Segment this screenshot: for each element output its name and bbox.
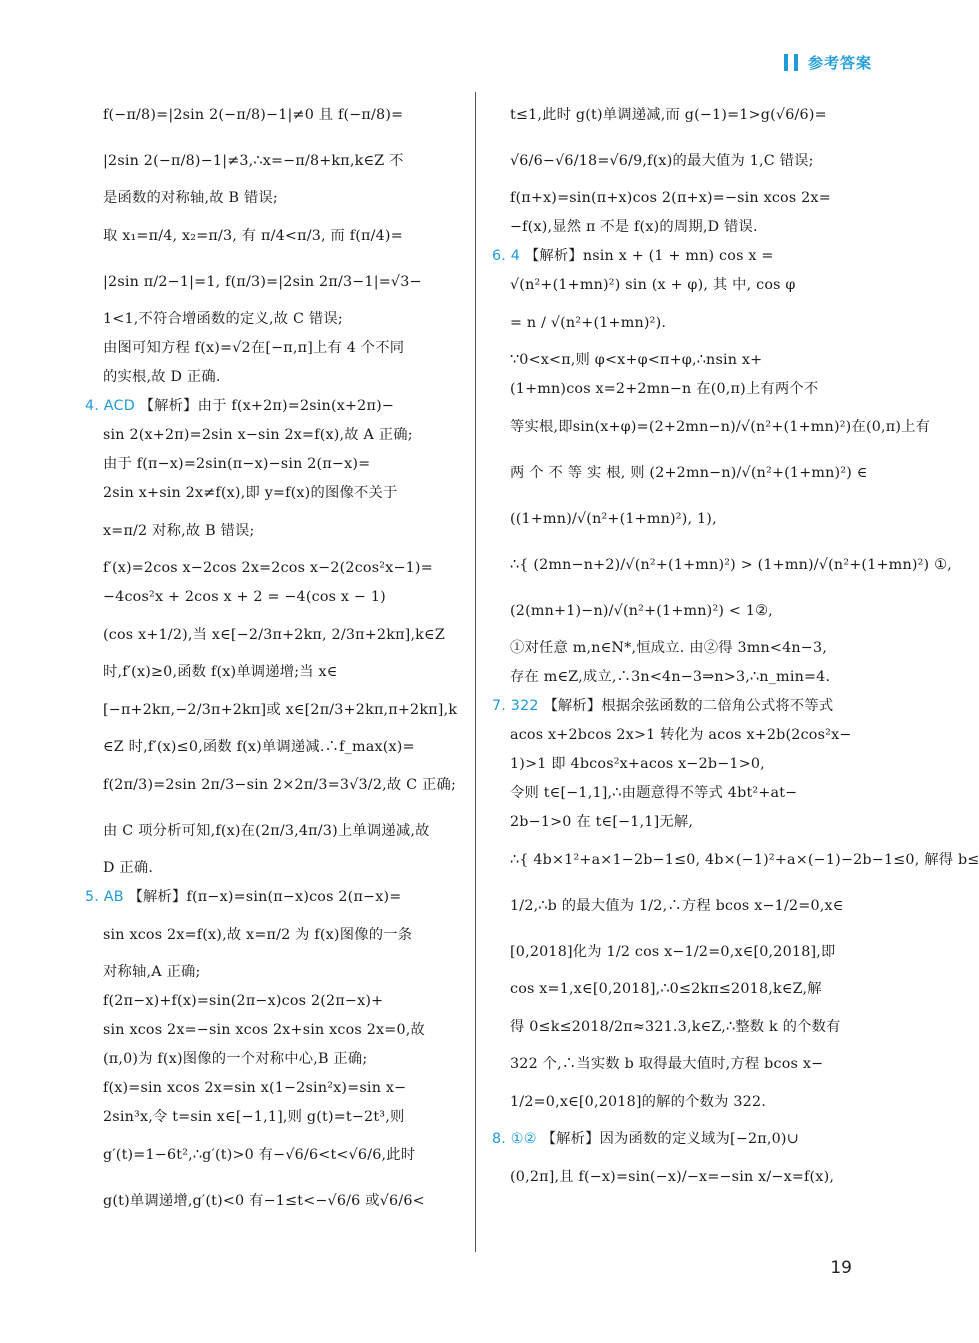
text-line: (2(mn+1)−n)/√(n²+(1+mn)²) < 1②, (510, 603, 773, 619)
header-bar-icon (784, 54, 788, 71)
question-text: 【解析】由于 f(x+2π)=2sin(x+2π)− (139, 398, 395, 414)
text-line: D 正确. (103, 860, 154, 876)
text-line: |2sin 2(−π/8)−1|≠3,∴x=−π/8+kπ,k∈Z 不 (103, 153, 404, 169)
question-number: 7. 322 (492, 698, 539, 714)
text-line: 存在 m∈Z,成立,∴3n<4n−3⇒n>3,∴n_min=4. (510, 669, 831, 685)
question-4-header (85, 392, 463, 421)
text-line: ∴{ 4b×1²+a×1−2b−1≤0, 4b×(−1)²+a×(−1)−2b−1≤0, 解得 b≤ (510, 852, 979, 868)
question-number: 4. ACD (85, 398, 135, 414)
text-line: ∵0<x<π,则 φ<x+φ<π+φ,∴nsin x+ (510, 352, 763, 368)
text-line: f′(x)=2cos x−2cos 2x=2cos x−2(2cos²x−1)= (103, 560, 433, 576)
text-line: 令则 t∈[−1,1],∴由题意得不等式 4bt²+at− (510, 785, 798, 801)
text-line: 1)>1 即 4bcos²x+acos x−2b−1>0, (510, 756, 765, 772)
question-text: 【解析】因为函数的定义域为[−2π,0)∪ (541, 1131, 799, 1147)
text-line: [0,2018]化为 1/2 cos x−1/2=0,x∈[0,2018],即 (510, 944, 836, 960)
text-line: x=π/2 对称,故 B 错误; (103, 523, 255, 539)
text-line: (0,2π],且 f(−x)=sin(−x)/−x=−sin x/−x=f(x), (510, 1169, 835, 1185)
text-line: t≤1,此时 g(t)单调递减,而 g(−1)=1>g(√6/6)= (510, 107, 827, 123)
text-line: 得 0≤k≤2018/2π≈321.3,k∈Z,∴整数 k 的个数有 (510, 1019, 841, 1035)
page-number: 19 (830, 1258, 852, 1278)
page-header (784, 52, 872, 73)
text-line: ∴{ (2mn−n+2)/√(n²+(1+mn)²) > (1+mn)/√(n²+(1+mn)²) ①, (510, 557, 952, 573)
text-line: 两 个 不 等 实 根, 则 (2+2mn−n)/√(n²+(1+mn)²) ∈ (510, 465, 868, 481)
text-line: 的实根,故 D 正确. (103, 369, 221, 385)
text-line: ∈Z 时,f′(x)≤0,函数 f(x)单调递减.∴f_max(x)= (103, 739, 415, 755)
text-line: f(−π/8)=|2sin 2(−π/8)−1|≠0 且 f(−π/8)= (103, 107, 404, 123)
text-line: −f(x),显然 π 不是 f(x)的周期,D 错误. (510, 219, 758, 235)
question-number: 6. 4 (492, 248, 521, 264)
text-line: 时,f′(x)≥0,函数 f(x)单调递增;当 x∈ (103, 664, 338, 680)
question-6-header (492, 242, 870, 271)
text-line: f(2π/3)=2sin 2π/3−sin 2×2π/3=3√3/2,故 C 正确; (103, 777, 456, 793)
text-line: ①对任意 m,n∈N*,恒成立. 由②得 3mn<4n−3, (510, 640, 828, 656)
left-column (85, 92, 463, 1224)
text-line: |2sin π/2−1|=1, f(π/3)=|2sin 2π/3−1|=√3− (103, 274, 422, 290)
text-line: 由 C 项分析可知,f(x)在(2π/3,4π/3)上单调递减,故 (103, 823, 430, 839)
text-line: √6/6−√6/18=√6/9,f(x)的最大值为 1,C 错误; (510, 153, 814, 169)
text-line: sin xcos 2x=−sin xcos 2x+sin xcos 2x=0,故 (103, 1022, 425, 1038)
question-7-header (492, 692, 870, 721)
text-line: ((1+mn)/√(n²+(1+mn)²), 1), (510, 511, 717, 527)
text-line: [−π+2kπ,−2/3π+2kπ]或 x∈[2π/3+2kπ,π+2kπ],k (103, 702, 458, 718)
text-line: 2sin x+sin 2x≠f(x),即 y=f(x)的图像不关于 (103, 485, 398, 501)
text-line: 等实根,即sin(x+φ)=(2+2mn−n)/√(n²+(1+mn)²)在(0,π)上有 (510, 419, 931, 435)
text-line: −4cos²x + 2cos x + 2 = −4(cos x − 1) (103, 589, 386, 605)
text-line: 322 个,∴当实数 b 取得最大值时,方程 bcos x− (510, 1056, 824, 1072)
question-number: 5. AB (85, 889, 124, 905)
question-text: 【解析】nsin x + (1 + mn) cos x = (524, 248, 774, 264)
text-line: cos x=1,x∈[0,2018],∴0≤2kπ≤2018,k∈Z,解 (510, 981, 822, 997)
text-line: 1/2=0,x∈[0,2018]的解的个数为 322. (510, 1094, 767, 1110)
text-line: 1<1,不符合增函数的定义,故 C 错误; (103, 311, 343, 327)
text-line: g′(t)=1−6t²,∴g′(t)>0 有−√6/6<t<√6/6,此时 (103, 1147, 416, 1163)
question-number: 8. ①② (492, 1131, 537, 1147)
text-line: f(2π−x)+f(x)=sin(2π−x)cos 2(2π−x)+ (103, 993, 384, 1009)
text-line: (1+mn)cos x=2+2mn−n 在(0,π)上有两个不 (510, 381, 819, 397)
question-text: 【解析】f(π−x)=sin(π−x)cos 2(π−x)= (128, 889, 402, 905)
text-line: 1/2,∴b 的最大值为 1/2,∴方程 bcos x−1/2=0,x∈ (510, 898, 844, 914)
text-line: f(π+x)=sin(π+x)cos 2(π+x)=−sin xcos 2x= (510, 190, 831, 206)
text-line: 2b−1>0 在 t∈[−1,1]无解, (510, 814, 694, 830)
text-line: f(x)=sin xcos 2x=sin x(1−2sin²x)=sin x− (103, 1080, 407, 1096)
text-line: 2sin³x,令 t=sin x∈[−1,1],则 g(t)=t−2t³,则 (103, 1109, 405, 1125)
text-line: 是函数的对称轴,故 B 错误; (103, 190, 278, 206)
header-title: 参考答案 (807, 54, 872, 72)
text-line: 由图可知方程 f(x)=√2在[−π,π]上有 4 个不同 (103, 340, 405, 356)
right-column (492, 92, 979, 1200)
text-line: 对称轴,A 正确; (103, 964, 201, 980)
question-text: 【解析】根据余弦函数的二倍角公式将不等式 (543, 698, 834, 714)
text-line: √(n²+(1+mn)²) sin (x + φ), 其 中, cos φ (510, 277, 796, 293)
question-5-header (85, 883, 463, 912)
text-line: 由于 f(π−x)=2sin(π−x)−sin 2(π−x)= (103, 456, 371, 472)
text-line: g(t)单调递增,g′(t)<0 有−1≤t<−√6/6 或√6/6< (103, 1193, 425, 1209)
text-line: sin 2(x+2π)=2sin x−sin 2x=f(x),故 A 正确; (103, 427, 413, 443)
text-line: = n / √(n²+(1+mn)²). (510, 315, 667, 331)
column-divider (475, 92, 476, 1252)
text-line: (π,0)为 f(x)图像的一个对称中心,B 正确; (103, 1051, 368, 1067)
header-bar-icon (794, 54, 798, 71)
text-line: (cos x+1/2),当 x∈[−2/3π+2kπ, 2/3π+2kπ],k∈Z (103, 627, 445, 643)
text-line: 取 x₁=π/4, x₂=π/3, 有 π/4<π/3, 而 f(π/4)= (103, 228, 403, 244)
question-8-header (492, 1125, 870, 1154)
text-line: sin xcos 2x=f(x),故 x=π/2 为 f(x)图像的一条 (103, 927, 413, 943)
text-line: acos x+2bcos 2x>1 转化为 acos x+2b(2cos²x− (510, 727, 852, 743)
